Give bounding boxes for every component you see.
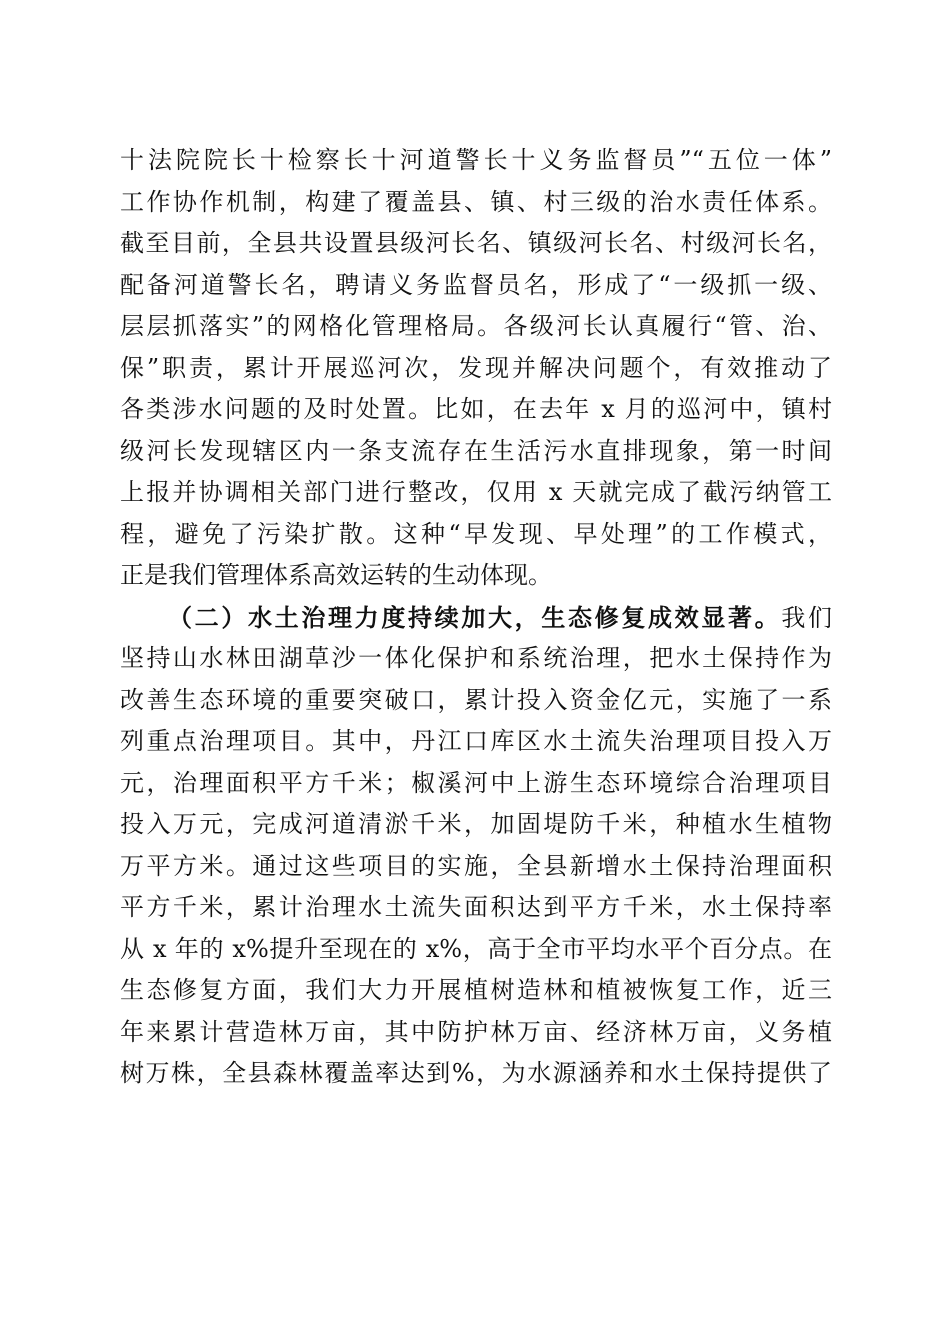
- section-2-heading: （二）水土治理力度持续加大，生态修复成效显著。: [168, 602, 782, 632]
- text-line: 生态修复方面，我们大力开展植树造林和植被恢复工作，近三: [120, 976, 832, 1004]
- section-2-first-line: [120, 597, 832, 639]
- text-line: 截至目前，全县共设置县级河长名、镇级河长名、村级河长名，: [120, 229, 832, 257]
- text-line: 树万株，全县森林覆盖率达到%，为水源涵养和水土保持提供了: [120, 1059, 832, 1087]
- text-line: 投入万元，完成河道清淤千米，加固堤防千米，种植水生植物: [120, 810, 832, 838]
- text-line: 坚持山水林田湖草沙一体化保护和系统治理，把水土保持作为: [120, 644, 832, 672]
- body-text: [120, 140, 832, 1095]
- text-line: 层层抓落实”的网格化管理格局。各级河长认真履行“管、治、: [120, 312, 832, 340]
- section-2-first-line-tail: 我们: [781, 603, 833, 632]
- text-line: 年来累计营造林万亩，其中防护林万亩、经济林万亩，义务植: [120, 1017, 832, 1046]
- text-line: 正是我们管理体系高效运转的生动体现。: [120, 561, 552, 589]
- text-line: 配备河道警长名，聘请义务监督员名，形成了“一级抓一级、: [120, 270, 832, 299]
- text-line: 平方千米，累计治理水土流失面积达到平方千米，水土保持率: [120, 893, 832, 921]
- text-line: 改善生态环境的重要突破口，累计投入资金亿元，实施了一系: [120, 685, 832, 714]
- text-line: 上报并协调相关部门进行整改，仅用 x 天就完成了截污纳管工: [120, 478, 832, 506]
- text-line: 元，治理面积平方千米；椒溪河中上游生态环境综合治理项目: [120, 768, 832, 797]
- text-line: 工作协作机制，构建了覆盖县、镇、村三级的治水责任体系。: [120, 187, 832, 216]
- text-line: 程，避免了污染扩散。这种“早发现、早处理”的工作模式，: [120, 519, 832, 548]
- text-line: 从 x 年的 x%提升至现在的 x%，高于全市平均水平个百分点。在: [120, 934, 832, 963]
- text-line: 列重点治理项目。其中，丹江口库区水土流失治理项目投入万: [120, 727, 832, 755]
- text-line: 级河长发现辖区内一条支流存在生活污水直排现象，第一时间: [120, 436, 832, 465]
- text-line: 十法院院长十检察长十河道警长十义务监督员”“五位一体”: [120, 146, 832, 174]
- text-line: 保”职责，累计开展巡河次，发现并解决问题个，有效推动了: [120, 353, 832, 382]
- text-line: 万平方米。通过这些项目的实施，全县新增水土保持治理面积: [120, 851, 832, 880]
- text-line: 各类涉水问题的及时处置。比如，在去年 x 月的巡河中，镇村: [120, 395, 832, 423]
